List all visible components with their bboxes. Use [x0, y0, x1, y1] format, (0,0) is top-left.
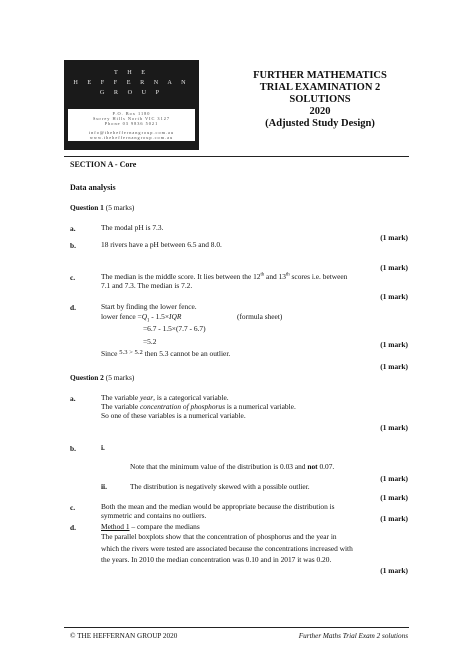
q1-outlier-conclusion	[101, 350, 230, 360]
question-2-marks: (5 marks)	[105, 373, 135, 382]
q2bii-mark: (1 mark)	[380, 493, 408, 502]
question-2-heading	[70, 374, 134, 383]
section-subtitle: Data analysis	[70, 183, 116, 192]
q1c-text-b: and 13	[264, 272, 286, 281]
q2a-l2-pre: The variable	[101, 402, 140, 411]
document-title	[220, 70, 420, 130]
q1-part-b-answer: 18 rivers have a pH between 6.5 and 8.0.	[101, 240, 222, 249]
q1-lower-fence-formula	[101, 313, 181, 322]
q1c-sup-b: th	[285, 272, 290, 278]
logo-wordmark	[64, 60, 199, 108]
q2bi-not: not	[307, 462, 318, 471]
logo-line-heffernan: H E F F E R N A N	[73, 79, 190, 86]
q2bi-mark: (1 mark)	[380, 474, 408, 483]
q2a-l1-pre: The variable	[101, 393, 140, 402]
logo-address-2: Surrey Hills North VIC 3127	[92, 116, 171, 122]
question-1-heading	[70, 204, 134, 213]
q2-part-bii-answer: The distribution is negatively skewed with a possible outlier.	[130, 482, 310, 491]
q2-part-c-label: c.	[70, 503, 76, 512]
logo-address-1: P.O. Box 1180	[112, 111, 151, 116]
footer-divider	[64, 627, 409, 628]
conclusion-text: then 5.3 cannot be an outlier.	[144, 349, 231, 358]
q2-part-a-label: a.	[70, 394, 76, 403]
q2-part-c-line-1: Both the mean and the median would be appropriate because the distribution is	[101, 502, 335, 511]
q2-part-d-label: d.	[70, 523, 76, 532]
title-line-3: SOLUTIONS	[289, 94, 351, 105]
iqr-symbol: IQR	[169, 312, 182, 321]
q1c-text-c: scores i.e. between	[289, 272, 348, 281]
q1-lower-fence-result: =5.2	[143, 337, 157, 346]
q1c-mark: (1 mark)	[380, 292, 408, 301]
q1c-sup-a: th	[260, 272, 265, 278]
logo-website: www.theheffernangroup.com.au	[89, 134, 174, 140]
q2-part-c-line-2: symmetric and contains no outliers.	[101, 511, 207, 520]
logo-line-group: G R O U P	[99, 89, 164, 96]
q1d-mark-1: (1 mark)	[380, 340, 408, 349]
publisher-logo	[64, 60, 199, 150]
q2a-l2-var: concentration of phosphorus	[140, 402, 225, 411]
lower-fence-lhs: lower fence =	[101, 312, 142, 321]
q1-part-a-label: a.	[70, 224, 76, 233]
q2c-mark: (1 mark)	[380, 514, 408, 523]
formula-coefficient: - 1.5×	[149, 312, 170, 321]
q1a-mark: (1 mark)	[380, 233, 408, 242]
q1-part-c-line-2: 7.1 and 7.3. The median is 7.2.	[101, 281, 193, 290]
title-line-5: (Adjusted Study Design)	[265, 118, 375, 129]
q1-part-d-intro: Start by finding the lower fence.	[101, 302, 197, 311]
formula-sheet-note: (formula sheet)	[237, 312, 283, 321]
footer-document-name: Further Maths Trial Exam 2 solutions	[298, 632, 408, 640]
method-1-desc: – compare the medians	[129, 522, 200, 531]
q1-part-b-label: b.	[70, 241, 76, 250]
inequality: 5.3 > 5.2	[119, 349, 143, 356]
q2-part-d-line-1: The parallel boxplots show that the concentration of phosphorus and the year in	[101, 532, 337, 541]
title-line-1: FURTHER MATHEMATICS	[253, 70, 387, 81]
q2-part-a-line-3: So one of these variables is a numerical variable.	[101, 411, 246, 420]
q2-part-bii-label: ii.	[101, 482, 107, 491]
q2a-l2-post: is a numerical variable.	[225, 402, 296, 411]
q1-part-a-answer: The modal pH is 7.3.	[101, 223, 164, 232]
q2-part-bi-answer	[130, 463, 334, 472]
q2a-l1-post: , is a categorical variable.	[153, 393, 229, 402]
q2a-mark: (1 mark)	[380, 423, 408, 432]
logo-phone: Phone 03 9836 5021	[104, 121, 159, 127]
q1-part-c-label: c.	[70, 273, 76, 282]
footer-copyright: © THE HEFFERNAN GROUP 2020	[70, 632, 178, 640]
method-1-label: Method 1	[101, 522, 130, 531]
section-title: SECTION A - Core	[70, 160, 137, 169]
q2-part-bi-label: i.	[101, 443, 105, 452]
q2bi-pre: Note that the minimum value of the distribution is 0.03 and	[130, 462, 308, 471]
question-1-title: Question 1	[70, 203, 104, 212]
question-2-title: Question 2	[70, 373, 104, 382]
q2-part-d-line-2: which the rivers were tested are associated because the concentrations increased with	[101, 544, 353, 553]
q2-part-d-line-3: the years. In 2010 the median concentration was 0.10 and in 2017 it was 0.20.	[101, 555, 332, 564]
q1-lower-fence-substitution: =6.7 - 1.5×(7.7 - 6.7)	[143, 324, 206, 333]
q2-part-b-label: b.	[70, 444, 76, 453]
q2bi-post: 0.07.	[317, 462, 335, 471]
q1b-mark: (1 mark)	[380, 263, 408, 272]
q2-part-d-method	[101, 523, 200, 532]
question-1-marks: (5 marks)	[105, 203, 135, 212]
logo-email: info@theheffernangroup.com.au	[88, 129, 175, 135]
title-line-2: TRIAL EXAMINATION 2	[259, 82, 381, 93]
since-word: Since	[101, 349, 118, 358]
q-symbol: Q	[141, 312, 148, 321]
q2d-mark: (1 mark)	[380, 566, 408, 575]
q-subscript: 1	[147, 318, 150, 324]
header-divider	[64, 156, 409, 157]
q2a-l1-var: year	[140, 393, 154, 402]
logo-contact-box	[67, 108, 196, 142]
title-line-4: 2020	[309, 106, 331, 117]
q1-part-d-label: d.	[70, 303, 76, 312]
logo-line-the: T H E	[113, 69, 149, 76]
q1c-text-a: The median is the middle score. It lies between the 12	[101, 272, 261, 281]
q1d-mark-2: (1 mark)	[380, 362, 408, 371]
